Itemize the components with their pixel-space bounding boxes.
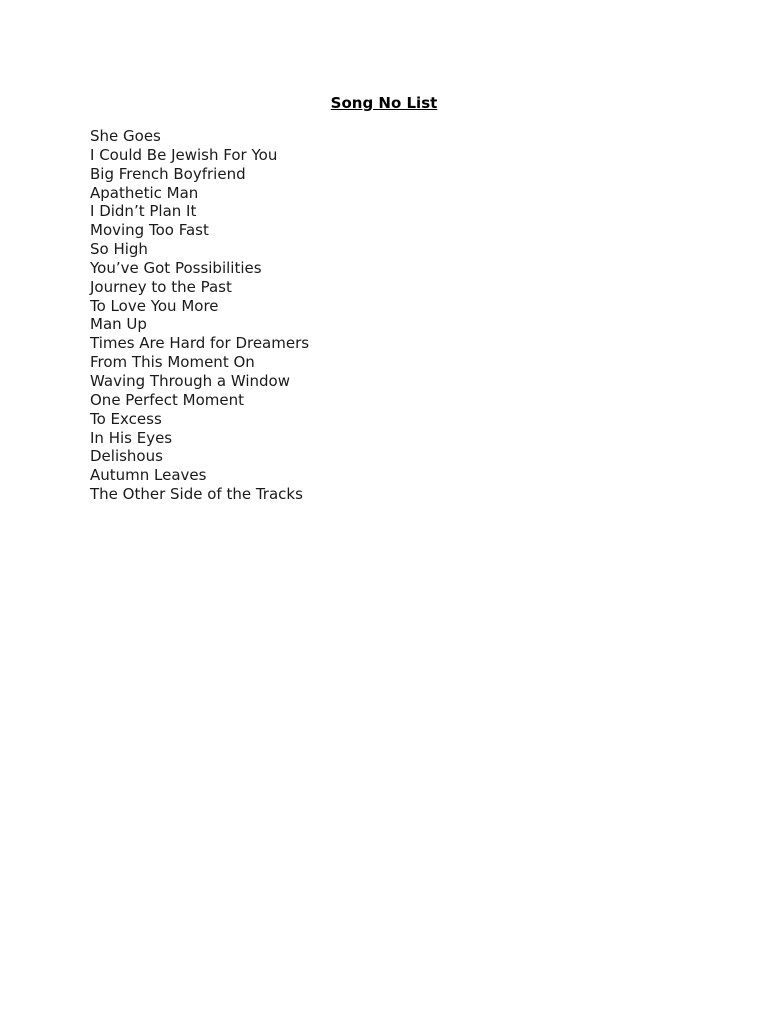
list-item: Autumn Leaves: [90, 466, 207, 485]
list-item: Delishous: [90, 447, 163, 466]
list-item: Moving Too Fast: [90, 221, 209, 240]
list-item: I Didn’t Plan It: [90, 202, 197, 221]
list-item: To Love You More: [90, 296, 219, 315]
song-list: [90, 127, 309, 504]
list-item: Big French Boyfriend: [90, 164, 246, 183]
list-item: You’ve Got Possibilities: [90, 258, 262, 277]
list-item: Apathetic Man: [90, 183, 199, 202]
list-item: I Could Be Jewish For You: [90, 145, 278, 164]
list-item: Times Are Hard for Dreamers: [90, 334, 310, 353]
list-item: From This Moment On: [90, 353, 255, 372]
list-item: The Other Side of the Tracks: [90, 485, 303, 504]
list-item: Man Up: [90, 315, 147, 334]
list-item: Journey to the Past: [90, 277, 232, 296]
list-item: So High: [90, 240, 148, 259]
list-item: Waving Through a Window: [90, 371, 290, 390]
list-item: To Excess: [90, 409, 162, 428]
page-title: Song No List: [330, 94, 438, 112]
list-item: One Perfect Moment: [90, 390, 244, 409]
list-item: She Goes: [90, 127, 161, 145]
list-item: In His Eyes: [90, 428, 173, 447]
